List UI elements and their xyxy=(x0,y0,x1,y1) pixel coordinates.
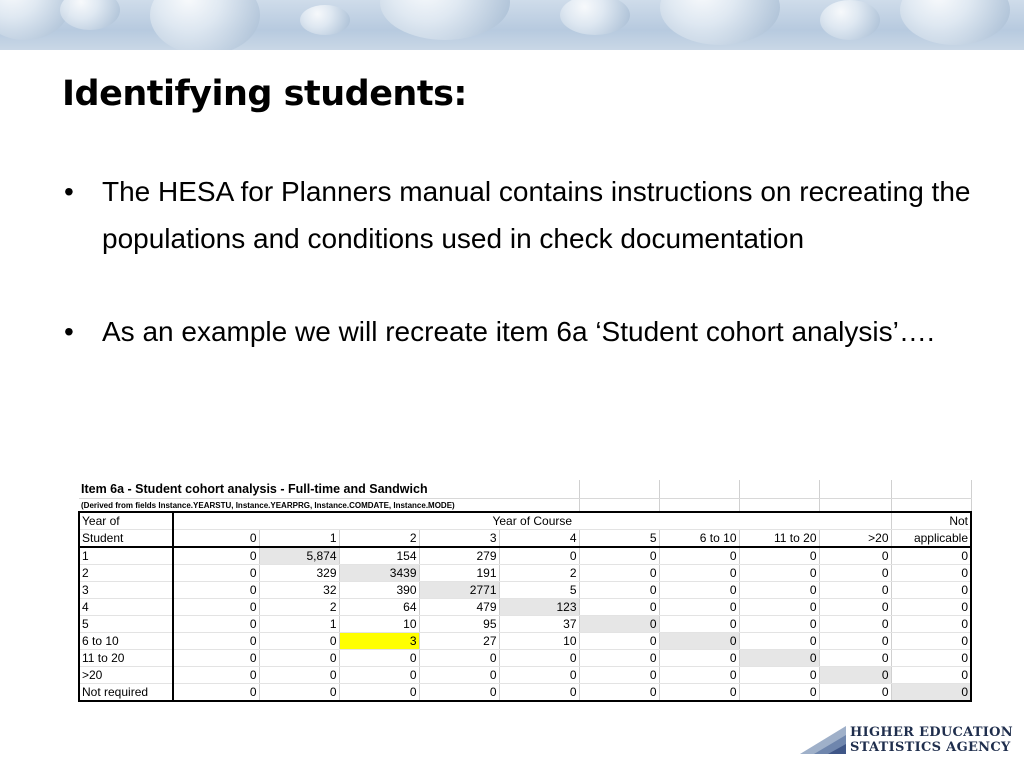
table-cell: 0 xyxy=(499,547,579,565)
table-cell: 0 xyxy=(819,633,891,650)
column-header: 1 xyxy=(259,530,339,548)
row-label: 11 to 20 xyxy=(79,650,173,667)
table-row xyxy=(79,667,971,684)
table-cell: 0 xyxy=(579,582,659,599)
table-cell: 191 xyxy=(419,565,499,582)
row-label: 4 xyxy=(79,599,173,616)
table-row xyxy=(79,650,971,667)
table-cell: 0 xyxy=(891,667,971,684)
hesa-logo xyxy=(800,720,1012,760)
column-header: 11 to 20 xyxy=(739,530,819,548)
table-cell: 0 xyxy=(659,547,739,565)
table-cell: 0 xyxy=(659,650,739,667)
table-cell: 0 xyxy=(819,599,891,616)
row-header-label: Year of xyxy=(79,512,173,530)
table-cell: 0 xyxy=(739,599,819,616)
bullet-dot-icon: • xyxy=(64,316,74,347)
column-header: 3 xyxy=(419,530,499,548)
table-cell: 0 xyxy=(819,684,891,702)
bullet-text: As an example we will recreate item 6a ‘Student cohort analysis’…. xyxy=(102,316,935,347)
table-cell: 95 xyxy=(419,616,499,633)
table-cell: 0 xyxy=(419,650,499,667)
header-row-1 xyxy=(79,512,971,530)
table-cell: 0 xyxy=(173,667,259,684)
table-cell: 10 xyxy=(339,616,419,633)
bullet-dot-icon: • xyxy=(64,176,74,207)
banner-bubble-decoration xyxy=(380,0,510,40)
table-cell: 0 xyxy=(891,599,971,616)
table-cell: 2771 xyxy=(419,582,499,599)
table-cell: 0 xyxy=(891,582,971,599)
table-cell: 0 xyxy=(891,547,971,565)
table-cell: 0 xyxy=(499,684,579,702)
table-cell: 0 xyxy=(739,633,819,650)
table-cell: 0 xyxy=(259,684,339,702)
table-cell: 0 xyxy=(499,650,579,667)
table-subtitle: (Derived from fields Instance.YEARSTU, Instance.YEARPRG, Instance.COMDATE, Instance.MODE) xyxy=(79,499,579,513)
table-cell: 0 xyxy=(659,565,739,582)
table-cell: 0 xyxy=(659,684,739,702)
table-cell: 0 xyxy=(739,565,819,582)
table-cell: 0 xyxy=(173,582,259,599)
table-cell: 0 xyxy=(259,650,339,667)
table-cell: 0 xyxy=(819,565,891,582)
table-cell: 154 xyxy=(339,547,419,565)
table-cell: 0 xyxy=(659,616,739,633)
banner-bubble-decoration xyxy=(60,0,120,30)
table-cell: 0 xyxy=(739,547,819,565)
table-row xyxy=(79,633,971,650)
table-cell: 0 xyxy=(339,650,419,667)
table-row xyxy=(79,684,971,702)
banner-bubble-decoration xyxy=(820,0,880,40)
cohort-analysis-table xyxy=(78,480,972,702)
table-cell: 5,874 xyxy=(259,547,339,565)
table-cell: 0 xyxy=(891,650,971,667)
banner-bubble-decoration xyxy=(300,5,350,35)
table-cell: 0 xyxy=(659,599,739,616)
banner-bubble-decoration xyxy=(150,0,260,50)
row-label: 3 xyxy=(79,582,173,599)
table-cell: 0 xyxy=(579,547,659,565)
table-cell: 0 xyxy=(891,633,971,650)
column-header: 2 xyxy=(339,530,419,548)
year-of-course-header: Year of Course xyxy=(173,512,891,530)
table-cell: 0 xyxy=(173,650,259,667)
table-cell: 279 xyxy=(419,547,499,565)
row-label: 6 to 10 xyxy=(79,633,173,650)
table-cell: 0 xyxy=(659,667,739,684)
table-subtitle-row xyxy=(79,499,971,513)
table-cell: 1 xyxy=(259,616,339,633)
table-cell: 0 xyxy=(339,684,419,702)
table-cell: 2 xyxy=(499,565,579,582)
table-cell: 0 xyxy=(579,650,659,667)
banner-bubble-decoration xyxy=(560,0,630,35)
table-cell: 0 xyxy=(579,599,659,616)
row-label: Not required xyxy=(79,684,173,702)
table-cell: 0 xyxy=(819,667,891,684)
table-cell: 0 xyxy=(891,565,971,582)
bullet-text: The HESA for Planners manual contains instructions on recreating the populations and conditions used in check documentation xyxy=(102,176,971,254)
table-cell: 0 xyxy=(739,650,819,667)
bullet-item xyxy=(64,308,984,355)
table-cell: 3 xyxy=(339,633,419,650)
table-cell: 0 xyxy=(173,547,259,565)
not-applicable-header-top: Not xyxy=(891,512,971,530)
table-cell: 0 xyxy=(819,616,891,633)
table-cell: 0 xyxy=(259,667,339,684)
table-cell: 3439 xyxy=(339,565,419,582)
column-header: 6 to 10 xyxy=(659,530,739,548)
row-label: 2 xyxy=(79,565,173,582)
table-cell: 27 xyxy=(419,633,499,650)
table-cell: 32 xyxy=(259,582,339,599)
banner-bubble-decoration xyxy=(660,0,780,45)
table-cell: 0 xyxy=(819,582,891,599)
table-cell: 0 xyxy=(259,633,339,650)
table-cell: 0 xyxy=(659,582,739,599)
table-cell: 0 xyxy=(579,616,659,633)
table-row xyxy=(79,616,971,633)
table-row xyxy=(79,547,971,565)
table-cell: 479 xyxy=(419,599,499,616)
logo-line-2: STATISTICS AGENCY xyxy=(850,740,1011,755)
row-label: >20 xyxy=(79,667,173,684)
table-title: Item 6a - Student cohort analysis - Full-time and Sandwich xyxy=(79,480,579,499)
row-header-label: Student xyxy=(79,530,173,548)
table-cell: 5 xyxy=(499,582,579,599)
slide-title: Identifying students: xyxy=(62,74,467,114)
table-cell: 0 xyxy=(499,667,579,684)
table-row xyxy=(79,565,971,582)
header-banner xyxy=(0,0,1024,50)
bullet-item xyxy=(64,168,984,262)
table-title-row xyxy=(79,480,971,499)
column-header: 4 xyxy=(499,530,579,548)
table-cell: 0 xyxy=(419,684,499,702)
logo-line-1: HIGHER EDUCATION xyxy=(850,725,1013,740)
table-row xyxy=(79,582,971,599)
table-cell: 0 xyxy=(739,582,819,599)
table-cell: 0 xyxy=(173,565,259,582)
table-cell: 0 xyxy=(819,547,891,565)
table-cell: 0 xyxy=(173,684,259,702)
banner-bubble-decoration xyxy=(900,0,1010,45)
table-cell: 0 xyxy=(173,616,259,633)
hesa-logo-mark-icon xyxy=(800,726,846,754)
table-cell: 0 xyxy=(579,667,659,684)
table-cell: 0 xyxy=(579,565,659,582)
table-row xyxy=(79,599,971,616)
column-header: applicable xyxy=(891,530,971,548)
bullet-list xyxy=(64,168,984,401)
table-cell: 0 xyxy=(419,667,499,684)
table-cell: 10 xyxy=(499,633,579,650)
table-cell: 0 xyxy=(579,633,659,650)
table-cell: 0 xyxy=(739,684,819,702)
table-cell: 37 xyxy=(499,616,579,633)
table-cell: 329 xyxy=(259,565,339,582)
table-cell: 0 xyxy=(173,633,259,650)
column-header: 0 xyxy=(173,530,259,548)
table-cell: 0 xyxy=(739,667,819,684)
row-label: 1 xyxy=(79,547,173,565)
table-cell: 0 xyxy=(339,667,419,684)
table-cell: 123 xyxy=(499,599,579,616)
table-cell: 64 xyxy=(339,599,419,616)
table-cell: 390 xyxy=(339,582,419,599)
table-cell: 0 xyxy=(659,633,739,650)
table-cell: 0 xyxy=(739,616,819,633)
table-cell: 0 xyxy=(579,684,659,702)
table-cell: 2 xyxy=(259,599,339,616)
table-cell: 0 xyxy=(891,684,971,702)
table-cell: 0 xyxy=(173,599,259,616)
column-header: >20 xyxy=(819,530,891,548)
row-label: 5 xyxy=(79,616,173,633)
table-cell: 0 xyxy=(819,650,891,667)
header-row-2 xyxy=(79,530,971,548)
column-header: 5 xyxy=(579,530,659,548)
table-cell: 0 xyxy=(891,616,971,633)
